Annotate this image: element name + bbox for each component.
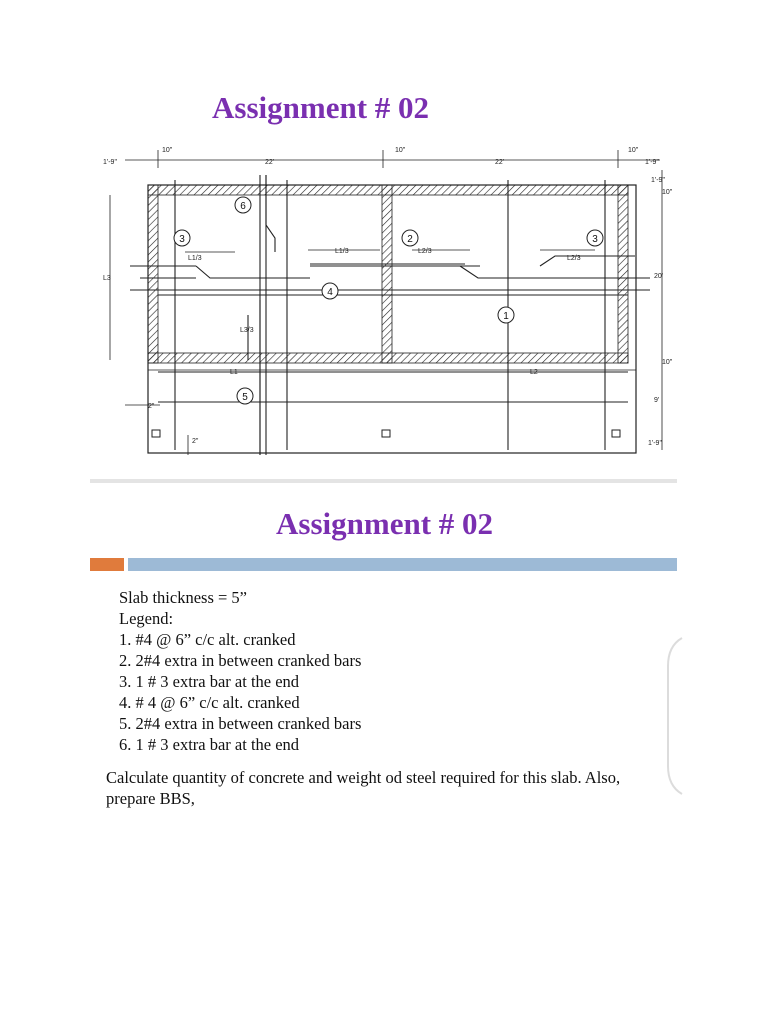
dim-l2-3-a: L2/3 (418, 248, 432, 255)
legend-item-6: 6. 1 # 3 extra bar at the end (119, 735, 300, 754)
dim-right-bottom: 1'-9" (648, 440, 662, 447)
legend-item-1: 1. #4 @ 6” c/c alt. cranked (119, 630, 296, 649)
slide-edge-curve (664, 636, 684, 796)
dim-cover-bottom: 2" (192, 438, 199, 445)
legend-item-5: 5. 2#4 extra in between cranked bars (119, 714, 362, 733)
dim-cover-left: 2" (148, 403, 155, 410)
legend-item-3: 3. 1 # 3 extra bar at the end (119, 672, 300, 691)
dim-left-cant: 1'-9" (103, 159, 117, 166)
accent-bar-blue (128, 558, 677, 571)
marker-6: 6 (240, 201, 246, 212)
dim-beam-left: 10" (162, 147, 173, 154)
beam-hatching (148, 185, 628, 363)
marker-3-left: 3 (179, 234, 185, 245)
dim-beam-right: 10" (628, 147, 639, 154)
marker-2: 2 (407, 234, 413, 245)
dim-l1: L1 (230, 369, 238, 376)
question-text: Calculate quantity of concrete and weight od steel required for this slab. Also, prepare BBS, (106, 768, 621, 808)
support-markers (152, 430, 620, 437)
page-title-top: Assignment # 02 (212, 90, 430, 125)
dim-l1-3-b: L1/3 (335, 248, 349, 255)
dim-l2-3-b: L2/3 (567, 255, 581, 262)
marker-1: 1 (503, 311, 509, 322)
section-divider (90, 479, 677, 483)
dim-l1-3-a: L1/3 (188, 255, 202, 262)
dim-right-beam-bottom: 10" (662, 359, 673, 366)
page-title-bottom: Assignment # 02 (276, 506, 494, 541)
slab-reinforcement-drawing (100, 140, 680, 465)
legend-item-2: 2. 2#4 extra in between cranked bars (119, 651, 362, 670)
accent-bar-orange (90, 558, 124, 571)
legend-heading: Legend: (119, 609, 174, 628)
dim-right-lower: 9' (654, 397, 660, 404)
slab-thickness: Slab thickness = 5” (119, 588, 247, 607)
marker-5: 5 (242, 392, 248, 403)
dim-right-span: 20' (654, 273, 664, 280)
dim-right-beam-top: 10" (662, 189, 673, 196)
assignment-details (119, 587, 361, 755)
dim-right-top: 1'-9" (651, 177, 665, 184)
dim-l3: L3 (103, 275, 111, 282)
marker-4: 4 (327, 287, 333, 298)
dim-right-cant: 1'-9" (645, 159, 659, 166)
dim-l2: L2 (530, 369, 538, 376)
dim-beam-mid: 10" (395, 147, 406, 154)
dim-span-right: 22' (495, 159, 505, 166)
dim-span-left: 22' (265, 159, 275, 166)
marker-3-right: 3 (592, 234, 598, 245)
dim-l3-3: L3/3 (240, 327, 254, 334)
legend-item-4: 4. # 4 @ 6” c/c alt. cranked (119, 693, 300, 712)
